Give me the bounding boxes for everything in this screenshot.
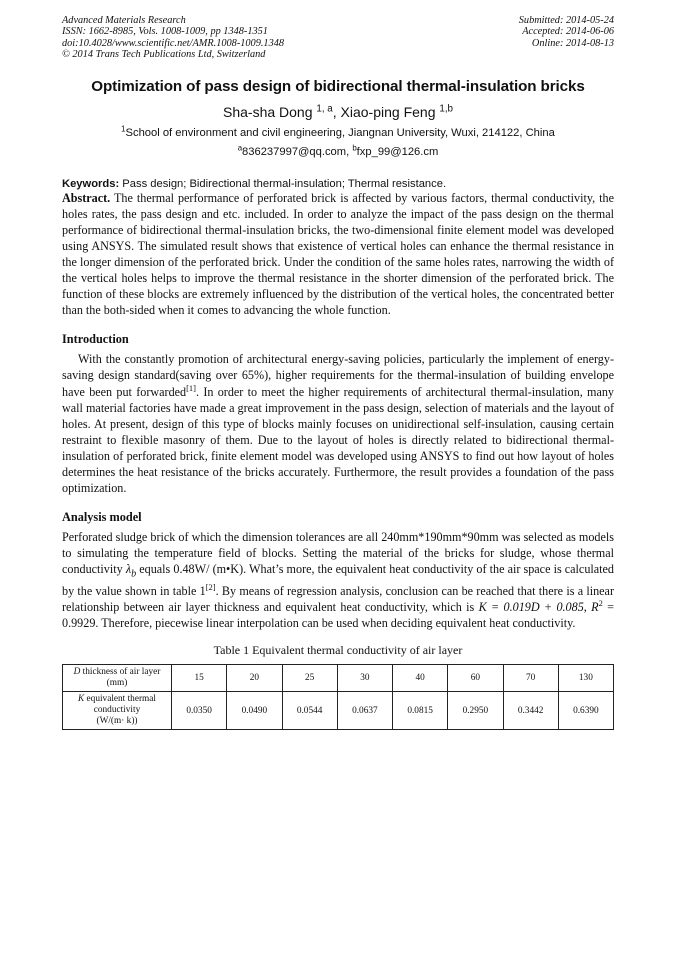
journal-name: Advanced Materials Research [62, 15, 186, 26]
r-squared-value: = 0.9929 [62, 600, 614, 631]
author-line [62, 104, 614, 120]
citation: [2] [205, 581, 216, 592]
journal-header [62, 15, 614, 61]
journal-doi: doi:10.4028/www.scientific.net/AMR.1008-1009.1348 [62, 37, 285, 49]
conductivity-label: equivalent thermal conductivity [84, 694, 156, 716]
abstract-label: Abstract. [62, 190, 111, 205]
row-header-conductivity [63, 692, 172, 730]
section-heading: Introduction [62, 332, 129, 347]
paper-page [62, 15, 614, 730]
table-cell: 0.3442 [503, 692, 558, 730]
journal-info [62, 15, 284, 61]
author-affil-marker: 1, a [316, 102, 333, 114]
email-address: 836237997@qq.com, [242, 145, 353, 158]
paper-title: Optimization of pass design of bidirectional thermal-insulation bricks [91, 77, 585, 95]
author-emails [62, 142, 614, 158]
table-row [63, 665, 614, 692]
thickness-label: thickness of air layer (mm) [80, 667, 161, 689]
introduction-paragraph [62, 351, 614, 496]
table-cell: 0.0490 [227, 692, 282, 730]
affiliation-text: School of environment and civil engineering, Jiangnan University, Wuxi, 214122, China [125, 126, 555, 139]
journal-copyright: © 2014 Trans Tech Publications Ltd, Switzerland [62, 49, 266, 61]
affiliation-marker: 1 [121, 123, 126, 133]
table-caption: Table 1 Equivalent thermal conductivity of air layer [213, 643, 463, 658]
date-online: Online: 2014-08-13 [531, 37, 614, 49]
table-cell: 40 [393, 665, 448, 692]
author-name: Xiao-ping Feng [340, 103, 436, 120]
table-cell: 30 [337, 665, 392, 692]
table-cell: 130 [558, 665, 613, 692]
lambda-symbol [125, 562, 137, 580]
author-affil-marker: 1,b [439, 102, 453, 114]
table-cell: 70 [503, 665, 558, 692]
paragraph-text: . In order to meet the higher requirements of architectural thermal-insulation, many wall material factories have made a great improvement in the pass design, selection of materials and the layout of holes. At present, design of this type of blocks mainly focuses on unidirectional self-insulation, causing certain restraint to flexible masonry of them. Due to the layout of holes is directly related to bidirectional thermal-insulation of perforated brick, finite element model was developed using ANSYS to find out how layout of holes determines the heat resistance of the bricks accurately. Furthermore, the result provides a foundation of the pass optimization. [62, 384, 614, 496]
table-cell: 20 [227, 665, 282, 692]
email-marker: b [352, 142, 357, 152]
table-cell: 15 [172, 665, 227, 692]
conductivity-variable: K [78, 694, 85, 705]
paragraph-text: . By means of regression analysis, conclusion can be reached that there is a linear relationship between air layer thickness and equivalent heat conductivity, which is [62, 583, 614, 615]
publication-dates [519, 15, 614, 61]
date-submitted: Submitted: 2014-05-24 [518, 15, 614, 26]
author-name: Sha-sha Dong [223, 103, 313, 120]
keywords-text: Pass design; Bidirectional thermal-insulation; Thermal resistance. [119, 177, 447, 190]
paragraph-text: Perforated sludge brick of which the dimension tolerances are all 240mm*190mm*90mm was selected as models to simulating the temperature field of blocks. Setting the material of the bricks for sludge, whose thermal conductivity [62, 530, 614, 577]
r-squared-symbol: R [591, 600, 599, 615]
equation-separator: , [583, 600, 592, 615]
table-cell: 0.0350 [172, 692, 227, 730]
conductivity-unit: (W/(m· k)) [96, 716, 138, 727]
analysis-paragraph [62, 529, 614, 631]
email-address: fxp_99@126.cm [356, 145, 439, 158]
date-accepted: Accepted: 2014-06-06 [522, 26, 614, 38]
thickness-variable: D [73, 667, 81, 678]
keywords-label: Keywords: [62, 177, 120, 190]
row-header-thickness [63, 665, 172, 692]
regression-equation: K = 0.019D + 0.085 [478, 600, 584, 615]
paragraph-text: equals 0.48W/ (m•K). What’s more, the equivalent heat conductivity of the air space is calculated by the value shown in table 1 [62, 562, 614, 598]
affiliation [62, 123, 614, 139]
journal-issn: ISSN: 1662-8985, Vols. 1008-1009, pp 1348-1351 [62, 26, 268, 38]
paragraph-text: . Therefore, piecewise linear interpolation can be used when deciding equivalent heat conductivity. [95, 616, 576, 631]
lambda-subscript: b [131, 568, 137, 580]
keywords [62, 178, 614, 190]
section-heading: Analysis model [62, 510, 142, 525]
author-separator: , [332, 103, 341, 120]
abstract [62, 190, 614, 319]
table-cell: 0.0544 [282, 692, 337, 730]
abstract-text: The thermal performance of perforated brick is affected by various factors, thermal conductivity, the holes rates, the pass design and etc. included. In order to analyze the impact of the pass design on the thermal performance of bidirectional thermal-insulation bricks, the two-dimensional finite element model was developed using ANSYS. The simulated result shows that existence of vertical holes can enhance the thermal resistance in the longer dimension of the perforated brick. Under the condition of the same holes rates, narrowing the width of the vertical holes helps to improve the thermal resistance in the shorter dimension of the perforated brick. The function of these blocks are extremely influenced by the distribution of the vertical holes, the concentrated better than the both-sided when it comes to advancing the whole function. [62, 190, 614, 318]
table-cell: 0.0815 [393, 692, 448, 730]
table-cell: 0.6390 [558, 692, 613, 730]
email-marker: a [237, 142, 243, 152]
paragraph-text: With the constantly promotion of architectural energy-saving policies, particularly the implement of energy-saving design standard(saving over 65%), higher requirements for the thermal-insulation of building envelope have been put forwarded [62, 352, 614, 399]
table-cell: 0.0637 [337, 692, 392, 730]
conductivity-table [62, 664, 614, 730]
lambda-glyph: λ [125, 562, 132, 577]
table-cell: 0.2950 [448, 692, 503, 730]
table-row [63, 692, 614, 730]
table-cell: 60 [448, 665, 503, 692]
table-cell: 25 [282, 665, 337, 692]
r-squared-exponent: 2 [598, 597, 603, 608]
citation: [1] [186, 382, 197, 393]
